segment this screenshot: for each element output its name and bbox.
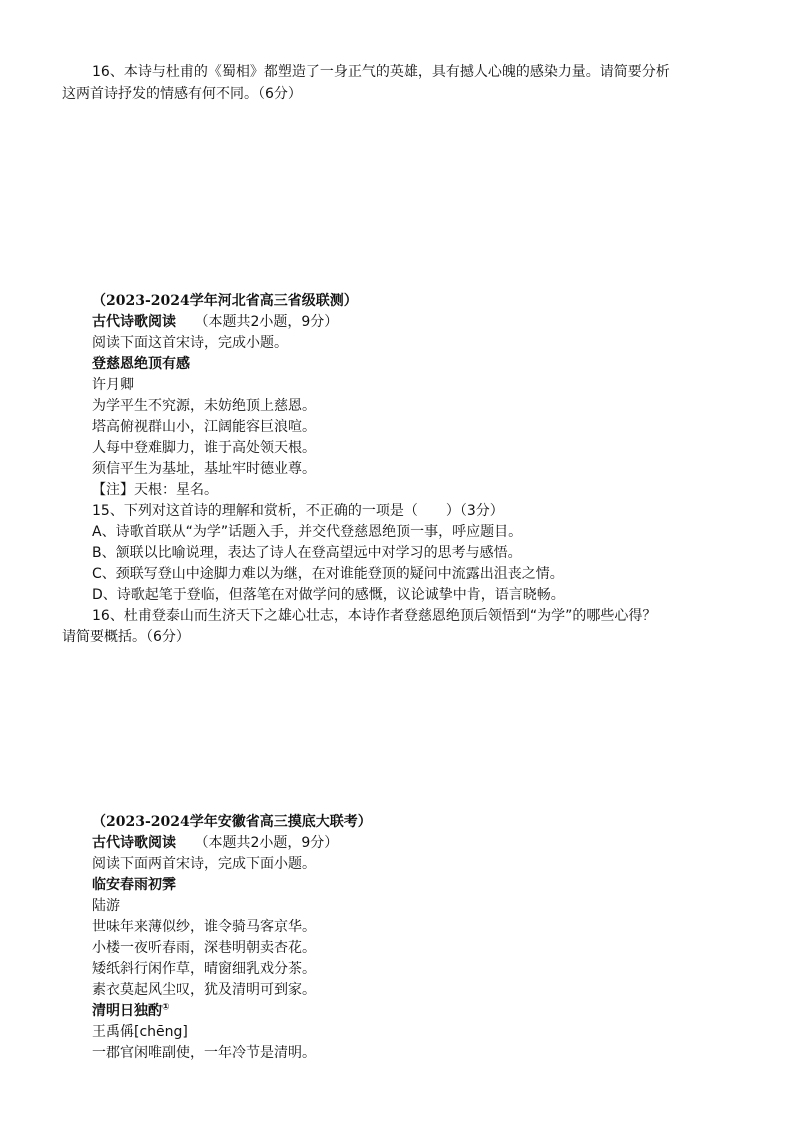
section2-source: （2023-2024学年安徽省高三摸底大联考） <box>92 814 372 830</box>
section2-header <box>92 833 338 853</box>
poem-line: 小楼一夜听春雨，深巷明朝卖杏花。 <box>92 940 316 956</box>
prev-question-line-1: 16、本诗与杜甫的《蜀相》都塑造了一身正气的英雄，具有撼人心魄的感染力量。请简要分析 <box>92 64 670 80</box>
option-c: C、颈联写登山中途脚力难以为继，在对谁能登顶的疑问中流露出沮丧之情。 <box>92 566 564 582</box>
section1-instruction: 阅读下面这首宋诗，完成小题。 <box>92 335 288 351</box>
poem-line: 世味年来薄似纱，谁令骑马客京华。 <box>92 919 316 935</box>
section1-author: 许月卿 <box>92 377 134 393</box>
poem2-title: 清明日独酌 <box>92 1003 162 1019</box>
option-d: D、诗歌起笔于登临，但落笔在对做学问的感慨，议论诚挚中肯，语言晓畅。 <box>92 587 565 603</box>
section1-source: （2023-2024学年河北省高三省级联测） <box>92 293 358 309</box>
section1-score-note: （本题共2小题，9分） <box>194 314 339 330</box>
poem1-title: 临安春雨初霁 <box>92 877 176 893</box>
poem-line: 为学平生不究源，未妨绝顶上慈恩。 <box>92 398 316 414</box>
section1-note: 【注】天根：星名。 <box>92 482 218 498</box>
poem-line: 矮纸斜行闲作草，晴窗细乳戏分茶。 <box>92 961 316 977</box>
prev-question-line-2: 这两首诗抒发的情感有何不同。（6分） <box>62 86 302 102</box>
section1-question-16-line-2: 请简要概括。（6分） <box>62 629 190 645</box>
poem2-title-line <box>92 1001 170 1021</box>
section1-poem-title: 登慈恩绝顶有感 <box>92 356 190 372</box>
section1-question-15: 15、下列对这首诗的理解和赏析，不正确的一项是（ ）（3分） <box>92 503 504 519</box>
section1-question-16-line-1: 16、杜甫登泰山而生济天下之雄心壮志，本诗作者登慈恩绝顶后领悟到“为学”的哪些心得？ <box>92 608 657 624</box>
section1-category: 古代诗歌阅读 <box>92 314 176 330</box>
option-a: A、诗歌首联从“为学”话题入手，并交代登慈恩绝顶一事，呼应题目。 <box>92 524 523 540</box>
poem-line: 塔高俯视群山小，江阔能容巨浪喧。 <box>92 419 316 435</box>
section2-category: 古代诗歌阅读 <box>92 835 176 851</box>
poem-line: 须信平生为基址，基址牢时德业尊。 <box>92 461 316 477</box>
poem-line: 人每中登难脚力，谁于高处领天根。 <box>92 440 316 456</box>
option-b: B、颔联以比喻说理，表达了诗人在登高望远中对学习的思考与感悟。 <box>92 545 522 561</box>
poem2-author: 王禹偁[chēng] <box>92 1024 188 1040</box>
poem-line: 素衣莫起风尘叹，犹及清明可到家。 <box>92 982 316 998</box>
footnote-marker: ① <box>162 1002 170 1013</box>
poem1-author: 陆游 <box>92 898 120 914</box>
section2-instruction: 阅读下面两首宋诗，完成下面小题。 <box>92 856 316 872</box>
section1-header <box>92 312 338 332</box>
poem-line: 一郡官闲唯副使，一年冷节是清明。 <box>92 1045 316 1061</box>
section2-score-note: （本题共2小题，9分） <box>194 835 339 851</box>
